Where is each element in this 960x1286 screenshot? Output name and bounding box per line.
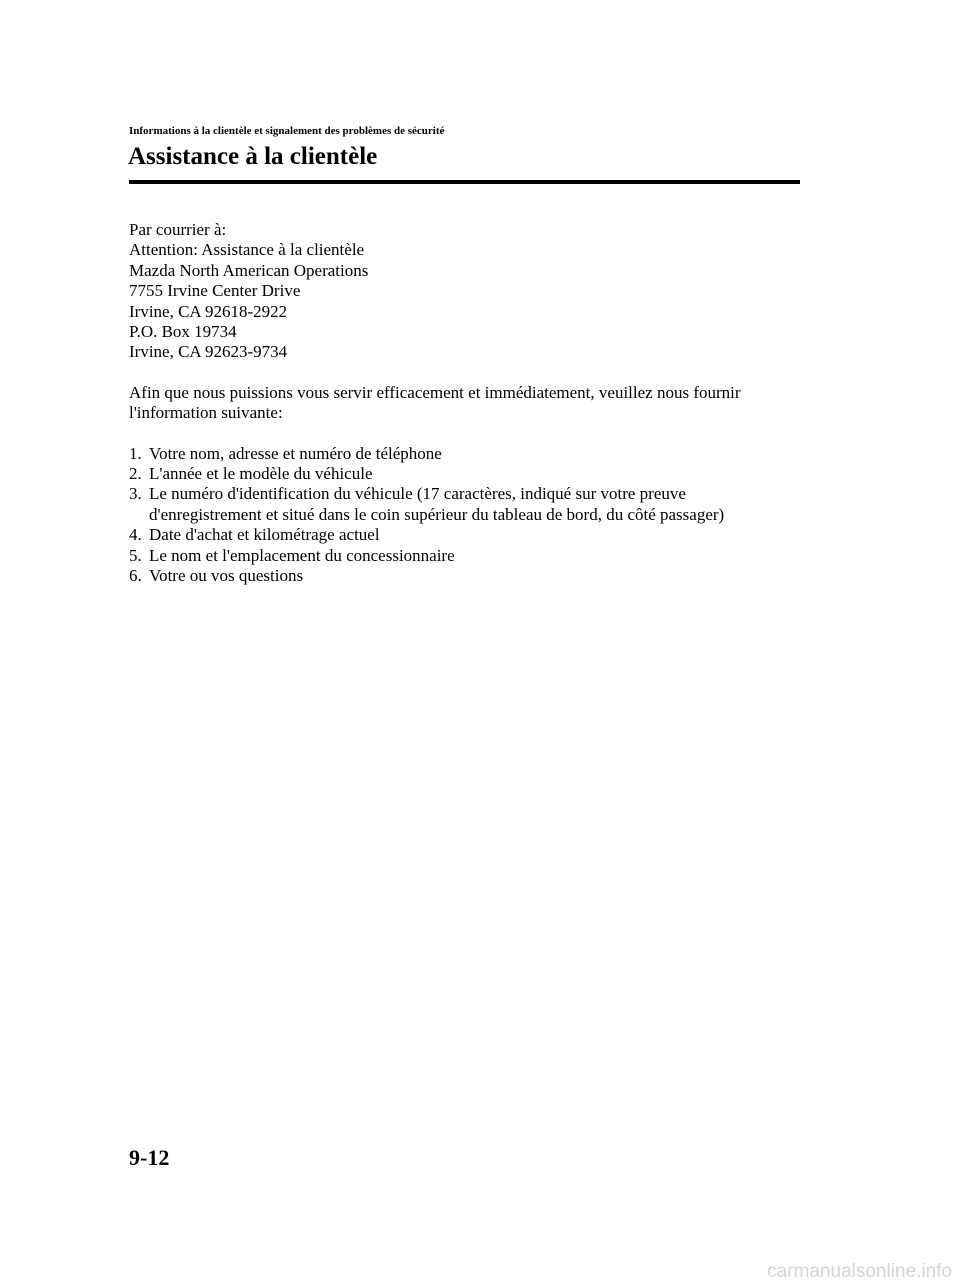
watermark: carmanualsonline.info [767,1261,952,1282]
intro-line: Afin que nous puissions vous servir efficacement et immédiatement, veuillez nous fournir [129,382,741,402]
title-rule [129,180,800,184]
list-item-text [149,566,809,586]
list-item-number: 2. [129,464,142,484]
list-item-number: 1. [129,443,142,463]
list-item [129,484,809,525]
list-item [129,444,809,464]
list-item-number: 4. [129,525,142,545]
list-item-text [149,546,809,566]
intro-paragraph [129,383,809,424]
intro-line: l'information suivante: [129,403,283,423]
list-item-line: Votre nom, adresse et numéro de téléphone [149,443,442,463]
list-item [129,525,809,545]
section-label: Informations à la clientèle et signalement des problèmes de sécurité [129,125,445,137]
main-content [129,220,809,587]
list-item-text [149,464,809,484]
list-item [129,464,809,484]
required-information-list [129,444,809,587]
list-item-line: Date d'achat et kilométrage actuel [149,525,380,545]
address-line: P.O. Box 19734 [129,322,237,342]
list-item-line: Le numéro d'identification du véhicule (17 caractères, indiqué sur votre preuve [149,484,686,504]
list-item-number: 5. [129,545,142,565]
list-item-text [149,484,809,525]
address-line: Attention: Assistance à la clientèle [129,240,365,260]
address-line: Irvine, CA 92623-9734 [129,342,288,362]
address-line: Irvine, CA 92618-2922 [129,301,288,321]
list-item-line: Votre ou vos questions [149,566,304,586]
list-item-number: 3. [129,484,142,504]
address-line: Mazda North American Operations [129,260,369,280]
list-item [129,546,809,566]
address-line: Par courrier à: [129,220,227,239]
mailing-address [129,220,809,363]
list-item-line: L'année et le modèle du véhicule [149,464,373,484]
list-item [129,566,809,586]
list-item-text [149,444,809,464]
list-item-line: Le nom et l'emplacement du concessionnaire [149,545,455,565]
list-item-line: d'enregistrement et situé dans le coin supérieur du tableau de bord, du côté passager) [149,504,725,524]
page-number: 9-12 [129,1145,170,1170]
list-item-text [149,525,809,545]
list-item-number: 6. [129,566,142,586]
page-title: Assistance à la clientèle [128,143,378,170]
address-line: 7755 Irvine Center Drive [129,281,301,301]
